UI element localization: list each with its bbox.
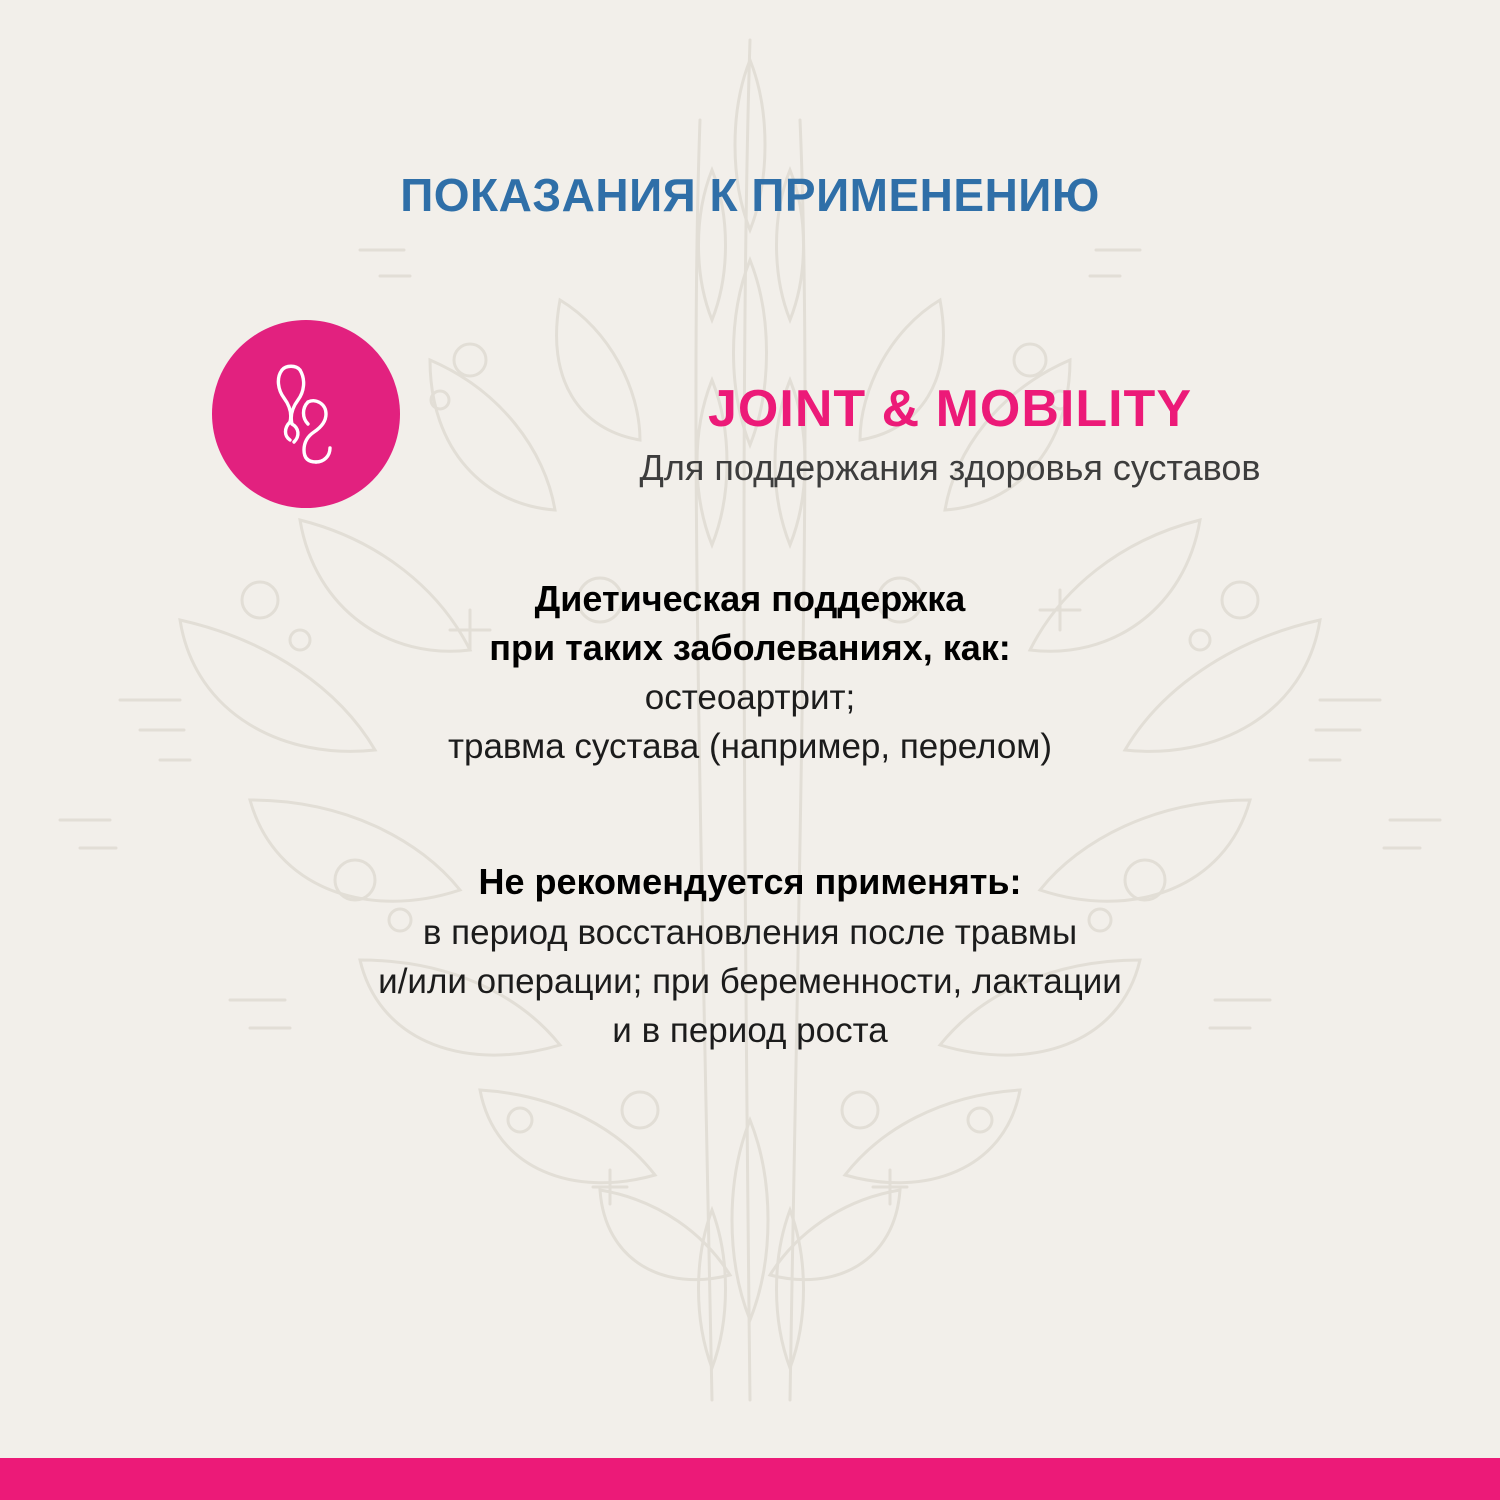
contraindications-block bbox=[0, 858, 1500, 1054]
page-title: ПОКАЗАНИЯ К ПРИМЕНЕНИЮ bbox=[400, 169, 1100, 221]
indications-block bbox=[0, 575, 1500, 771]
contraindications-line-2: и/или операции; при беременности, лактации bbox=[378, 961, 1122, 1001]
brand-name: JOINT & MOBILITY bbox=[708, 380, 1192, 438]
joint-knee-icon bbox=[212, 320, 400, 508]
contraindications-line-1: в период восстановления после травмы bbox=[422, 912, 1078, 952]
contraindications-heading: Не рекомендуется применять: bbox=[478, 861, 1022, 902]
contraindications-line-3: и в период роста bbox=[612, 1011, 888, 1051]
brand-text bbox=[400, 382, 1500, 489]
indications-heading-line1: Диетическая поддержка bbox=[534, 578, 966, 619]
brand-subtitle: Для поддержания здоровья суставов bbox=[639, 446, 1261, 488]
footer-accent-bar bbox=[0, 1458, 1500, 1500]
indications-item-1: остеоартрит; bbox=[644, 678, 856, 718]
indications-heading-line2: при таких заболеваниях, как: bbox=[489, 626, 1011, 668]
brand-row bbox=[0, 320, 1500, 520]
indications-item-2: травма сустава (например, перелом) bbox=[447, 727, 1053, 767]
